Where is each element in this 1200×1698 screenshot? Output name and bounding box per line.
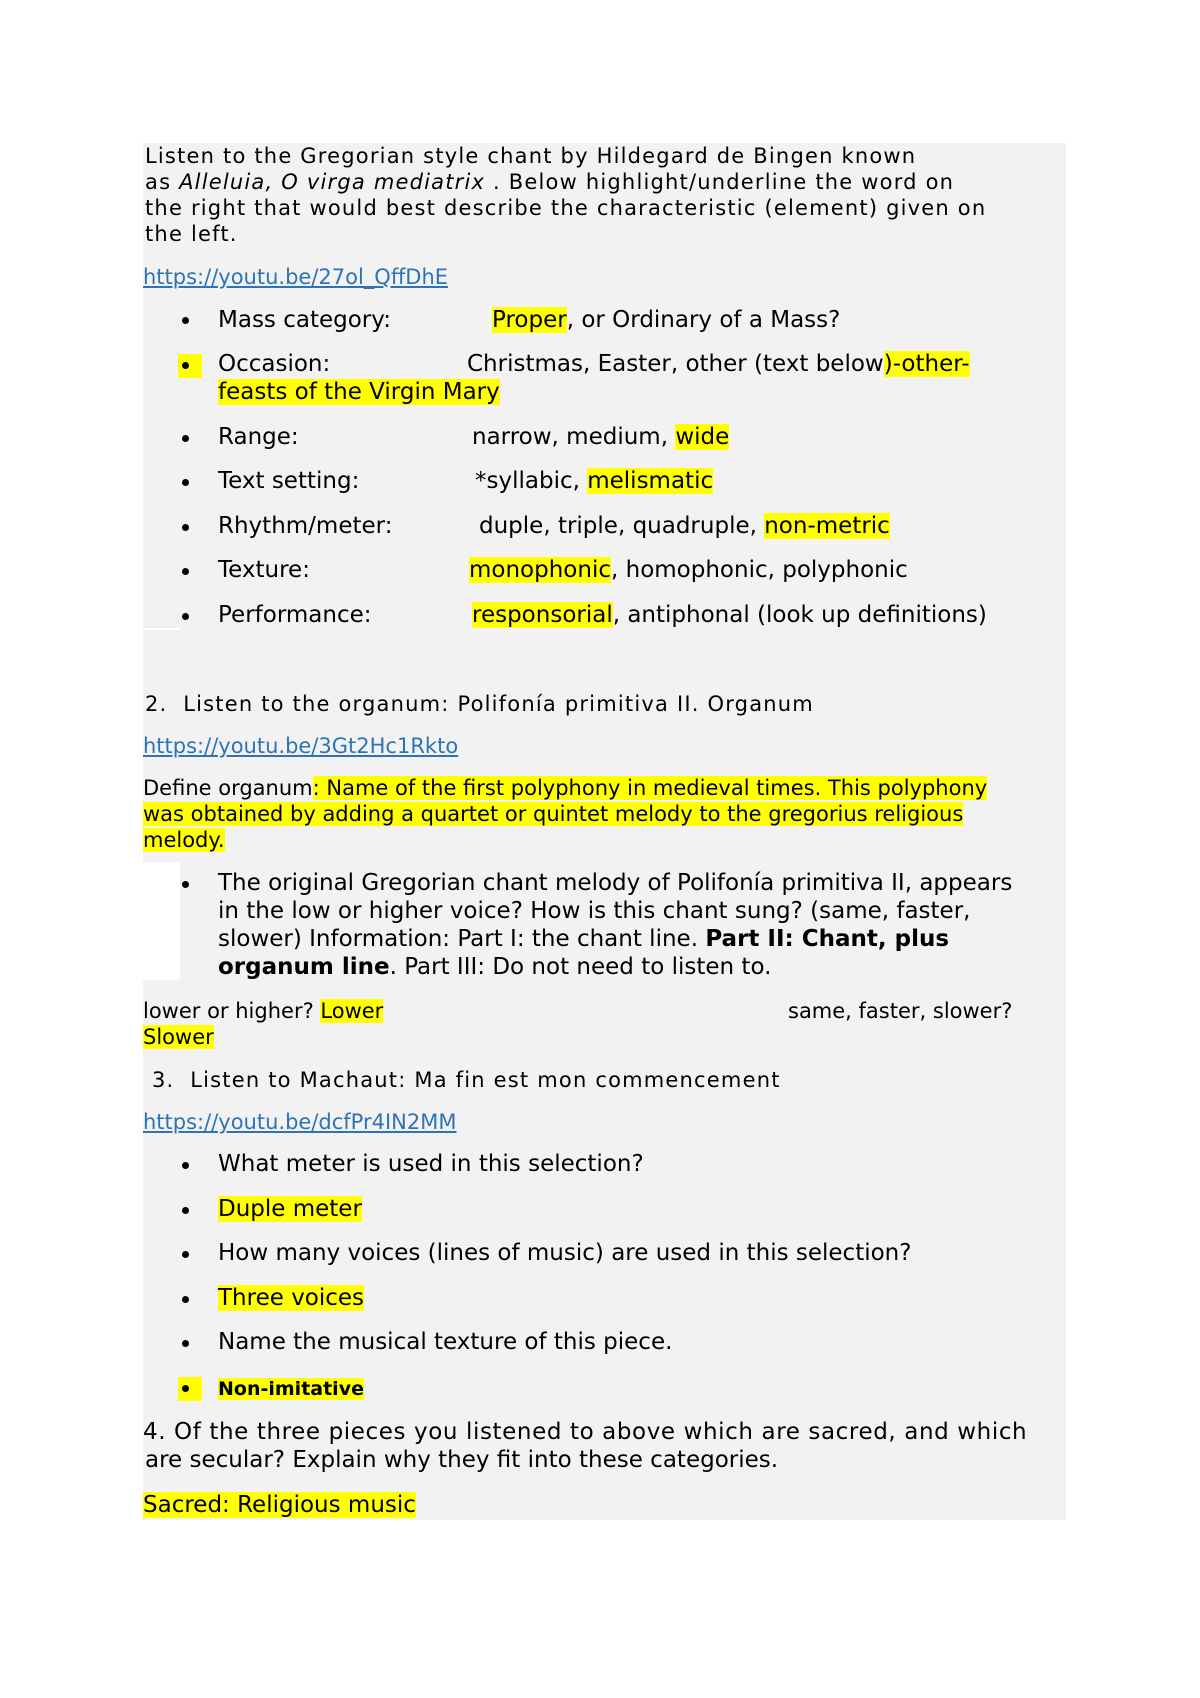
piece-title: Alleluia, O virga mediatrix (179, 170, 486, 194)
rhythm-meter-label: Rhythm/meter: (218, 513, 393, 539)
text-setting-label: Text setting: (218, 468, 360, 494)
mass-category-label: Mass category: (218, 307, 391, 333)
bullet (182, 1385, 189, 1392)
lower-higher-answer: lower or higher? Lower (143, 999, 384, 1023)
define-organum-line-1: Define organum: Name of the first polyphony in medieval times. This polyphony (143, 776, 988, 800)
bullet (182, 881, 189, 888)
rhythm-meter-answer: duple, triple, quadruple, non-metric (479, 513, 890, 539)
text-setting-answer: *syllabic, melismatic (475, 468, 714, 494)
bullet (182, 1296, 189, 1303)
organum-question-line-3: slower) Information: Part I: the chant line. Part II: Chant, plus (218, 926, 950, 952)
q4-question-line-2: are secular? Explain why they fit into these categories. (145, 1447, 779, 1473)
intro-line-3: the right that would best describe the characteristic (element) given on (145, 196, 987, 220)
texture-answer: monophonic, homophonic, polyphonic (469, 557, 908, 583)
occasion-answer-cont: feasts of the Virgin Mary (218, 379, 500, 405)
youtube-link-1[interactable]: https://youtu.be/27ol_QffDhE (143, 265, 449, 289)
shade-gap (143, 628, 180, 630)
organum-question-line-2: in the low or higher voice? How is this chant sung? (same, faster, (218, 898, 971, 924)
bullet (182, 1162, 189, 1169)
occasion-answer: Christmas, Easter, other (text below)-other- (467, 351, 970, 377)
youtube-link-3[interactable]: https://youtu.be/dcfPr4IN2MM (143, 1110, 457, 1134)
define-organum-line-2: was obtained by adding a quartet or quintet melody to the gregorius religious (143, 802, 964, 826)
q3-heading: 3. Listen to Machaut: Ma fin est mon commencement (152, 1068, 781, 1092)
bullet (182, 524, 189, 531)
intro-line-1: Listen to the Gregorian style chant by Hildegard de Bingen known (145, 144, 917, 168)
bullet (182, 613, 189, 620)
occasion-label: Occasion: (218, 351, 331, 377)
bullet (182, 1251, 189, 1258)
range-label: Range: (218, 424, 299, 450)
q3-item: What meter is used in this selection? (218, 1151, 644, 1177)
bullet (182, 362, 189, 369)
q3-item-answer: Non-imitative (218, 1378, 364, 1400)
bullet (182, 317, 189, 324)
bullet (182, 1207, 189, 1214)
mass-category-answer: Proper, or Ordinary of a Mass? (492, 307, 841, 333)
q3-item-answer: Duple meter (218, 1196, 362, 1222)
define-organum-line-3: melody. (143, 828, 225, 852)
organum-question-line-4: organum line. Part III: Do not need to listen to. (218, 954, 772, 980)
range-answer: narrow, medium, wide (472, 424, 730, 450)
performance-answer: responsorial, antiphonal (look up definitions) (472, 602, 987, 628)
organum-question-line-1: The original Gregorian chant melody of Polifonía primitiva II, appears (218, 870, 1013, 896)
intro-line-2: as Alleluia, O virga mediatrix . Below highlight/underline the word on (145, 170, 955, 194)
speed-answer: Slower (143, 1025, 214, 1049)
q3-item-answer: Three voices (218, 1285, 365, 1311)
q3-item: Name the musical texture of this piece. (218, 1329, 673, 1355)
bullet (182, 568, 189, 575)
q4-answer: Sacred: Religious music (143, 1492, 416, 1518)
texture-label: Texture: (218, 557, 310, 583)
performance-label: Performance: (218, 602, 372, 628)
bullet (182, 1340, 189, 1347)
bullet (182, 479, 189, 486)
shade-gap (143, 862, 180, 980)
q4-question-line-1: 4. Of the three pieces you listened to above which are sacred, and which (143, 1419, 1028, 1445)
speed-question: same, faster, slower? (788, 999, 1013, 1023)
q2-heading: 2. Listen to the organum: Polifonía primitiva II. Organum (145, 692, 814, 716)
intro-line-4: the left. (145, 222, 238, 246)
youtube-link-2[interactable]: https://youtu.be/3Gt2Hc1Rkto (143, 734, 459, 758)
q3-item: How many voices (lines of music) are used in this selection? (218, 1240, 912, 1266)
bullet (182, 435, 189, 442)
